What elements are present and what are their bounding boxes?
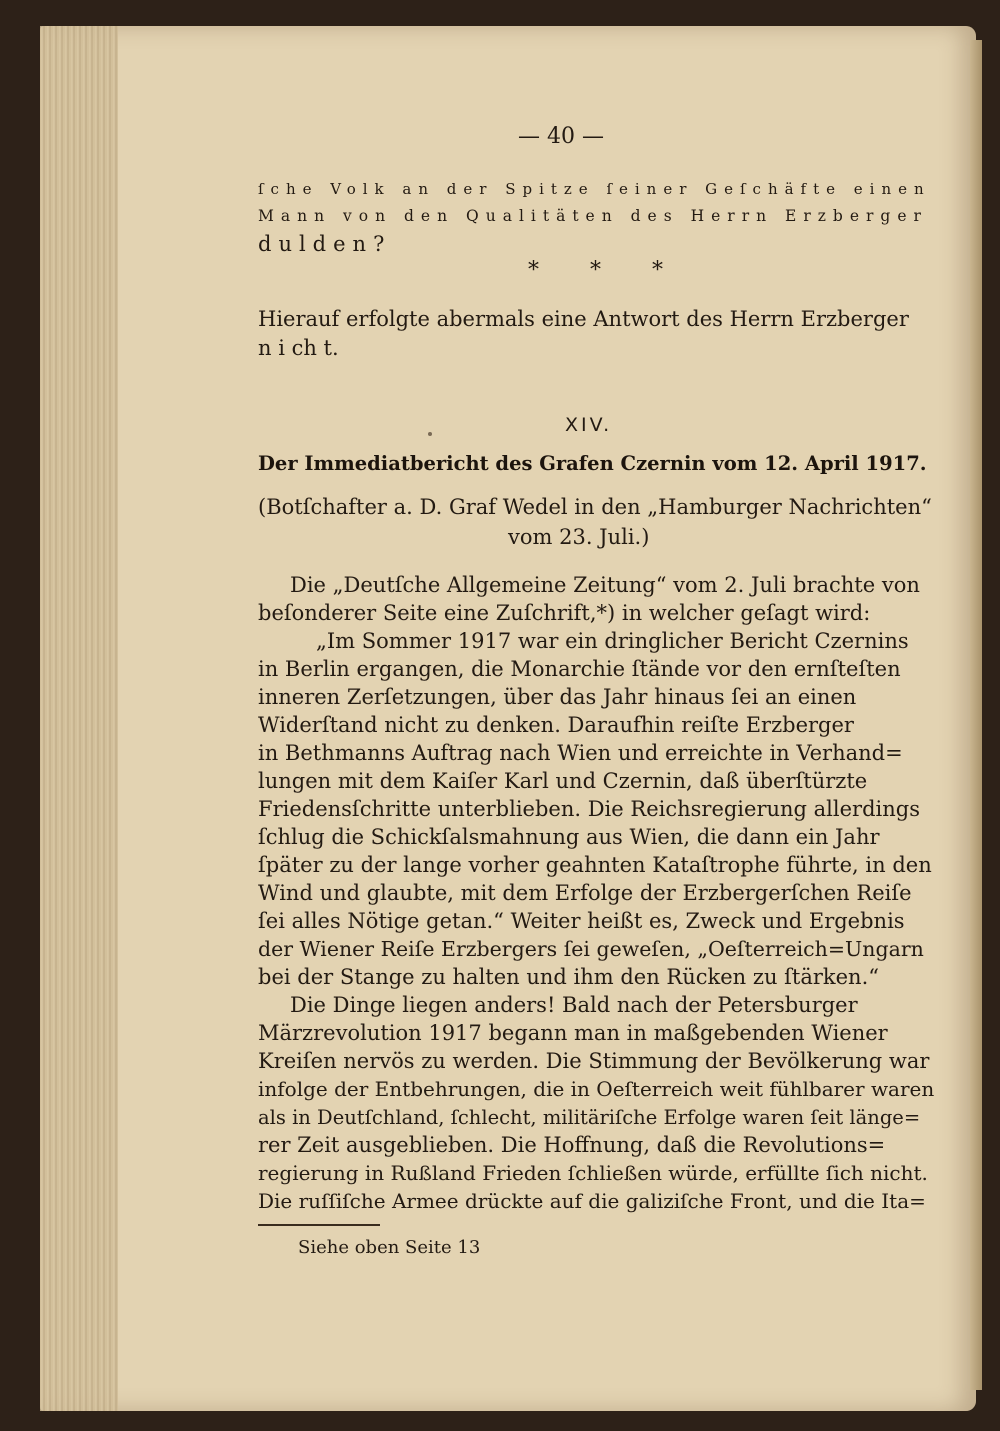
chapter-heading: Der Immediatbericht des Grafen Czernin vom 12. April 1917. bbox=[258, 452, 927, 475]
body-line: regierung in Rußland Frieden ſchließen würde, erfüllte ſich nicht. bbox=[258, 1161, 928, 1185]
body-line: rer Zeit ausgeblieben. Die Hoffnung, daß die Revolutions= bbox=[258, 1133, 886, 1157]
text-line: Mann von den Qualitäten des Herrn Erzberger bbox=[258, 207, 928, 225]
body-line: beſonderer Seite eine Zuſchrift,*) in welcher geſagt wird: bbox=[258, 601, 871, 625]
body-line: lungen mit dem Kaiſer Karl und Czernin, daß überſtürzte bbox=[258, 769, 868, 793]
text-line: Hierauf erfolgte abermals eine Antwort des Herrn Erzberger bbox=[258, 307, 909, 331]
body-line: Friedensſchritte unterblieben. Die Reichsregierung allerdings bbox=[258, 797, 920, 821]
body-line: ſchlug die Schickſalsmahnung aus Wien, die dann ein Jahr bbox=[258, 825, 880, 849]
body-line: Die Dinge liegen anders! Bald nach der Petersburger bbox=[290, 993, 858, 1017]
body-line: bei der Stange zu halten und ihm den Rücken zu ſtärken.“ bbox=[258, 965, 879, 989]
body-line: als in Deutſchland, ſchlecht, militäriſche Erfolge waren ſeit länge= bbox=[258, 1106, 921, 1129]
body-line: Kreiſen nervös zu werden. Die Stimmung der Bevölkerung war bbox=[258, 1049, 930, 1073]
text-line: dulden? bbox=[258, 232, 392, 256]
body-line: Die ruſſiſche Armee drückte auf die galiziſche Front, und die Ita= bbox=[258, 1189, 926, 1213]
page-number: — 40 — bbox=[518, 124, 604, 149]
body-line: ſei alles Nötige getan.“ Weiter heißt es, Zweck und Ergebnis bbox=[258, 909, 905, 933]
body-line: Märzrevolution 1917 begann man in maßgebenden Wiener bbox=[258, 1021, 888, 1045]
body-line: der Wiener Reiſe Erzbergers ſei geweſen, „Oeſterreich=Ungarn bbox=[258, 937, 924, 961]
footnote-rule bbox=[258, 1224, 380, 1226]
body-line: in Berlin ergangen, die Monarchie ſtände vor den ernſteſten bbox=[258, 657, 901, 681]
text-line: n i ch t. bbox=[258, 336, 339, 360]
subheading-line: vom 23. Juli.) bbox=[508, 525, 650, 549]
body-line: Wind und glaubte, mit dem Erfolge der Erzbergerſchen Reiſe bbox=[258, 881, 912, 905]
text-line: ſche Volk an der Spitze ſeiner Geſchäfte einen bbox=[258, 180, 931, 198]
page-right-edge bbox=[970, 40, 982, 1390]
ink-dot bbox=[428, 432, 432, 436]
footnote: Siehe oben Seite 13 bbox=[298, 1237, 481, 1258]
section-break-asterisks: * * * bbox=[528, 258, 685, 283]
body-line: Widerſtand nicht zu denken. Daraufhin reiſte Erzberger bbox=[258, 713, 854, 737]
subheading-line: (Botſchafter a. D. Graf Wedel in den „Hamburger Nachrichten“ bbox=[258, 495, 932, 519]
body-line: in Bethmanns Auftrag nach Wien und erreichte in Verhand= bbox=[258, 741, 903, 765]
section-number: XIV. bbox=[565, 414, 613, 436]
body-line: Die „Deutſche Allgemeine Zeitung“ vom 2. Juli brachte von bbox=[290, 573, 920, 597]
body-line: „Im Sommer 1917 war ein dringlicher Bericht Czernins bbox=[316, 629, 909, 653]
body-line: ſpäter zu der lange vorher geahnten Kataſtrophe führte, in den bbox=[258, 853, 932, 877]
body-line: inneren Zerſetzungen, über das Jahr hinaus ſei an einen bbox=[258, 685, 857, 709]
page-edges bbox=[40, 26, 118, 1411]
body-line: infolge der Entbehrungen, die in Oeſterreich weit fühlbarer waren bbox=[258, 1077, 935, 1101]
